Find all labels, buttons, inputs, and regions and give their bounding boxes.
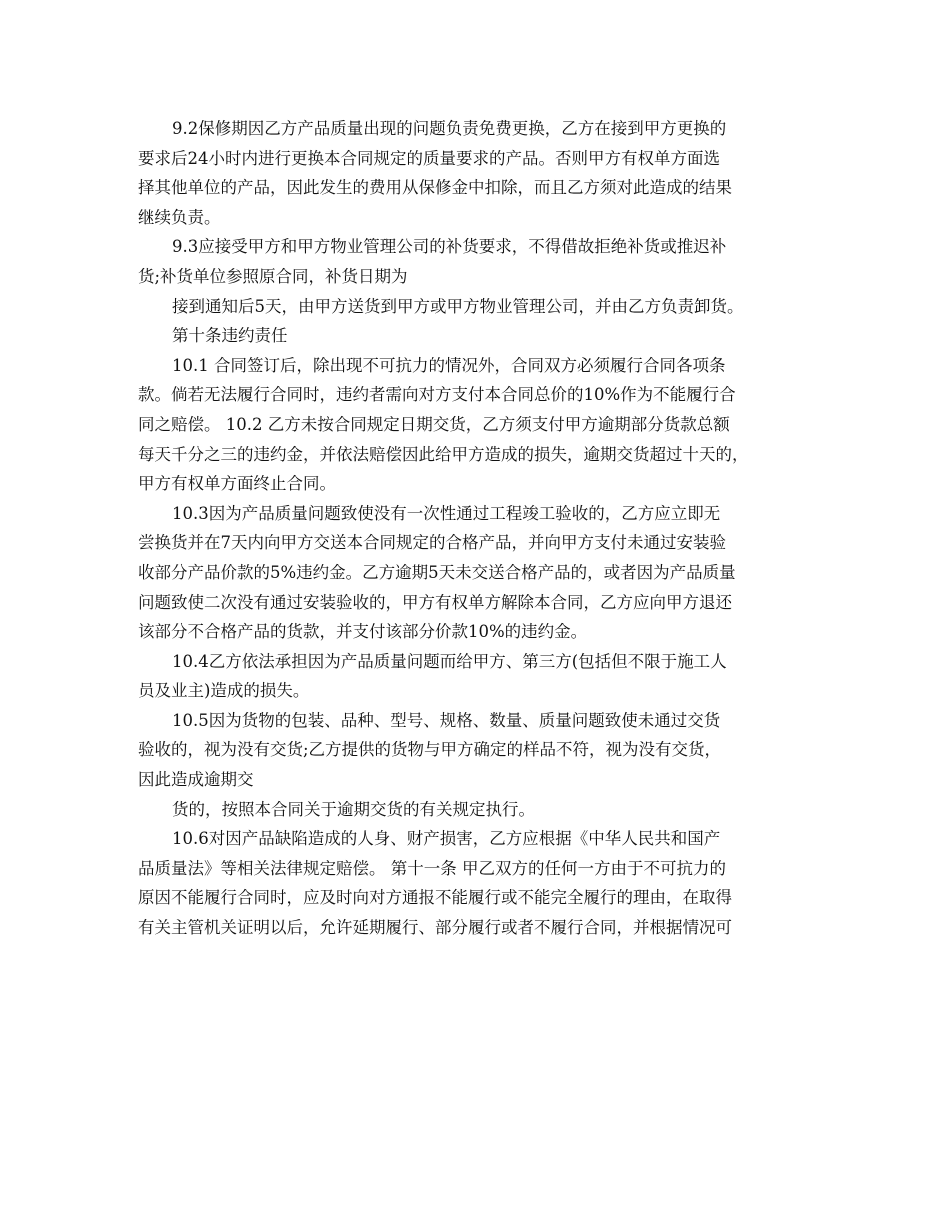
text-line: 择其他单位的产品，因此发生的费用从保修金中扣除，而且乙方须对此造成的结果: [138, 178, 732, 198]
text-line: 10.5因为货物的包装、品种、型号、规格、数量、质量问题致使未通过交货: [172, 710, 721, 730]
text-line: 该部分不合格产品的货款，并支付该部分价款10%的违约金。: [138, 622, 588, 642]
text-line: 10.1 合同签订后，除出现不可抗力的情况外，合同双方必须履行合同各项条: [172, 355, 726, 375]
text-line: 9.3应接受甲方和甲方物业管理公司的补货要求，不得借故拒绝补货或推迟补: [172, 237, 727, 257]
text-line: 第十条违约责任: [172, 326, 288, 346]
text-line: 原因不能履行合同时，应及时向对方通报不能履行或不能完全履行的理由，在取得: [138, 888, 732, 908]
text-line: 尝换货并在7天内向甲方交送本合同规定的合格产品，并向甲方支付未通过安装验: [138, 533, 726, 553]
text-line: 问题致使二次没有通过安装验收的，甲方有权单方解除本合同，乙方应向甲方退还: [138, 592, 732, 612]
text-line: 货的，按照本合同关于逾期交货的有关规定执行。: [172, 799, 535, 819]
text-line: 10.4乙方依法承担因为产品质量问题而给甲方、第三方(包括但不限于施工人: [172, 651, 727, 671]
text-line: 接到通知后5天，由甲方送货到甲方或甲方物业管理公司，并由乙方负责卸货。: [172, 296, 744, 316]
text-line: 9.2保修期因乙方产品质量出现的问题负责免费更换，乙方在接到甲方更换的: [172, 119, 727, 138]
text-line: 同之赔偿。 10.2 乙方未按合同规定日期交货，乙方须支付甲方逾期部分货款总额: [138, 414, 730, 434]
text-line: 要求后24小时内进行更换本合同规定的质量要求的产品。否则甲方有权单方面选: [138, 148, 720, 168]
text-line: 收部分产品价款的5%违约金。乙方逾期5天未交送合格产品的，或者因为产品质量: [138, 562, 736, 582]
text-line: 品质量法》等相关法律规定赔偿。 第十一条 甲乙双方的任何一方由于不可抗力的: [138, 858, 726, 878]
text-line: 有关主管机关证明以后，允许延期履行、部分履行或者不履行合同，并根据情况可: [138, 918, 732, 938]
text-line: 每天千分之三的违约金，并依法赔偿因此给甲方造成的损失，逾期交货超过十天的，: [138, 444, 749, 464]
text-line: 甲方有权单方面终止合同。: [138, 474, 336, 494]
text-line: 10.6对因产品缺陷造成的人身、财产损害，乙方应根据《中华人民共和国产: [172, 829, 721, 849]
text-line: 继续负责。: [138, 207, 221, 227]
document-body: [138, 114, 818, 943]
text-line: 款。倘若无法履行合同时，违约者需向对方支付本合同总价的10%作为不能履行合: [138, 385, 736, 405]
text-line: 10.3因为产品质量问题致使没有一次性通过工程竣工验收的，乙方应立即无: [172, 503, 721, 523]
text-line: 因此造成逾期交: [138, 770, 254, 790]
text-line: 员及业主)造成的损失。: [138, 681, 310, 701]
text-line: 货;补货单位参照原合同，补货日期为: [138, 266, 408, 286]
text-line: 验收的，视为没有交货;乙方提供的货物与甲方确定的样品不符，视为没有交货，: [138, 740, 722, 760]
